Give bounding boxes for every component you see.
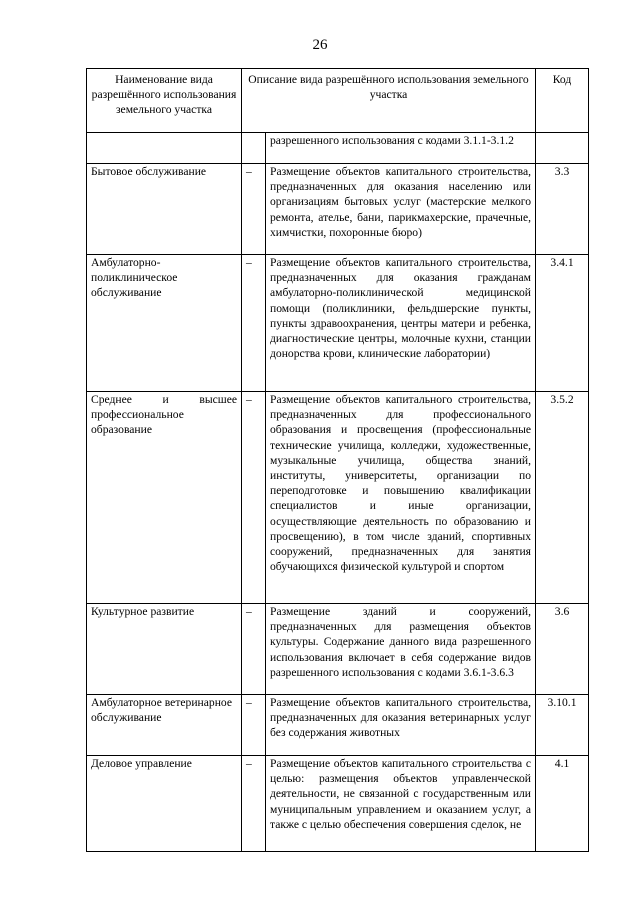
table-header-row bbox=[87, 69, 589, 133]
continuation-code-cell bbox=[536, 133, 589, 164]
row-dash: – bbox=[242, 255, 266, 392]
continuation-dash-cell bbox=[242, 133, 266, 164]
row-name: Среднее и высшее профессиональное образование bbox=[87, 392, 242, 604]
table-row bbox=[87, 392, 589, 604]
row-code: 3.6 bbox=[536, 604, 589, 695]
row-code: 3.5.2 bbox=[536, 392, 589, 604]
table-row bbox=[87, 604, 589, 695]
row-dash: – bbox=[242, 392, 266, 604]
continuation-name-cell bbox=[87, 133, 242, 164]
header-description: Описание вида разрешённого использования земельного участка bbox=[242, 69, 536, 133]
table-row bbox=[87, 756, 589, 852]
row-description: Размещение зданий и сооружений, предназначенных для размещения объектов культуры. Содержание данного вида разрешенного использования включает в себя содержание видов разрешенного использования с кодами 3.6.1-3.6.3 bbox=[266, 604, 536, 695]
row-code: 3.3 bbox=[536, 164, 589, 255]
row-description: Размещение объектов капитального строительства с целью: размещения объектов управленческой деятельности, не связанной с государственным или муниципальным управлением и оказанием услуг, а также с целью обеспечения совершения сделок, не bbox=[266, 756, 536, 852]
row-dash: – bbox=[242, 756, 266, 852]
row-code: 3.10.1 bbox=[536, 695, 589, 756]
land-use-table bbox=[86, 68, 589, 852]
table-row bbox=[87, 695, 589, 756]
row-code: 4.1 bbox=[536, 756, 589, 852]
row-description: Размещение объектов капитального строительства, предназначенных для оказания населению или организациям бытовых услуг (мастерские мелкого ремонта, ателье, бани, парикмахерские, прачечные, химчистки, похоронные бюро) bbox=[266, 164, 536, 255]
row-name: Амбулаторное ветеринарное обслуживание bbox=[87, 695, 242, 756]
row-description: Размещение объектов капитального строительства, предназначенных для профессионального образования и просвещения (профессиональные технические училища, колледжи, художественные, музыкальные училища, общества знаний, институты, университеты, организации по переподготовке и повышению квалификации специалистов и иные организации, осуществляющие деятельность по образованию и просвещению), в том числе зданий, спортивных сооружений, предназначенных для занятия обучающихся физической культурой и спортом bbox=[266, 392, 536, 604]
table-row bbox=[87, 255, 589, 392]
row-name: Деловое управление bbox=[87, 756, 242, 852]
row-code: 3.4.1 bbox=[536, 255, 589, 392]
row-name: Бытовое обслуживание bbox=[87, 164, 242, 255]
row-dash: – bbox=[242, 604, 266, 695]
continuation-row bbox=[87, 133, 589, 164]
row-dash: – bbox=[242, 164, 266, 255]
row-description: Размещение объектов капитального строительства, предназначенных для оказания ветеринарных услуг без содержания животных bbox=[266, 695, 536, 756]
row-dash: – bbox=[242, 695, 266, 756]
header-code: Код bbox=[536, 69, 589, 133]
table-row bbox=[87, 164, 589, 255]
page-number: 26 bbox=[312, 37, 328, 53]
row-description: Размещение объектов капитального строительства, предназначенных для оказания гражданам амбулаторно-поликлинической медицинской помощи (поликлиники, фельдшерские пункты, пункты здравоохранения, центры матери и ребенка, диагностические центры, молочные кухни, станции донорства крови, клинические лаборатории) bbox=[266, 255, 536, 392]
row-name: Культурное развитие bbox=[87, 604, 242, 695]
row-name: Амбулаторно-поликлиническое обслуживание bbox=[87, 255, 242, 392]
header-name: Наименование вида разрешённого использования земельного участка bbox=[87, 69, 242, 133]
continuation-description: разрешенного использования с кодами 3.1.1-3.1.2 bbox=[266, 133, 536, 164]
